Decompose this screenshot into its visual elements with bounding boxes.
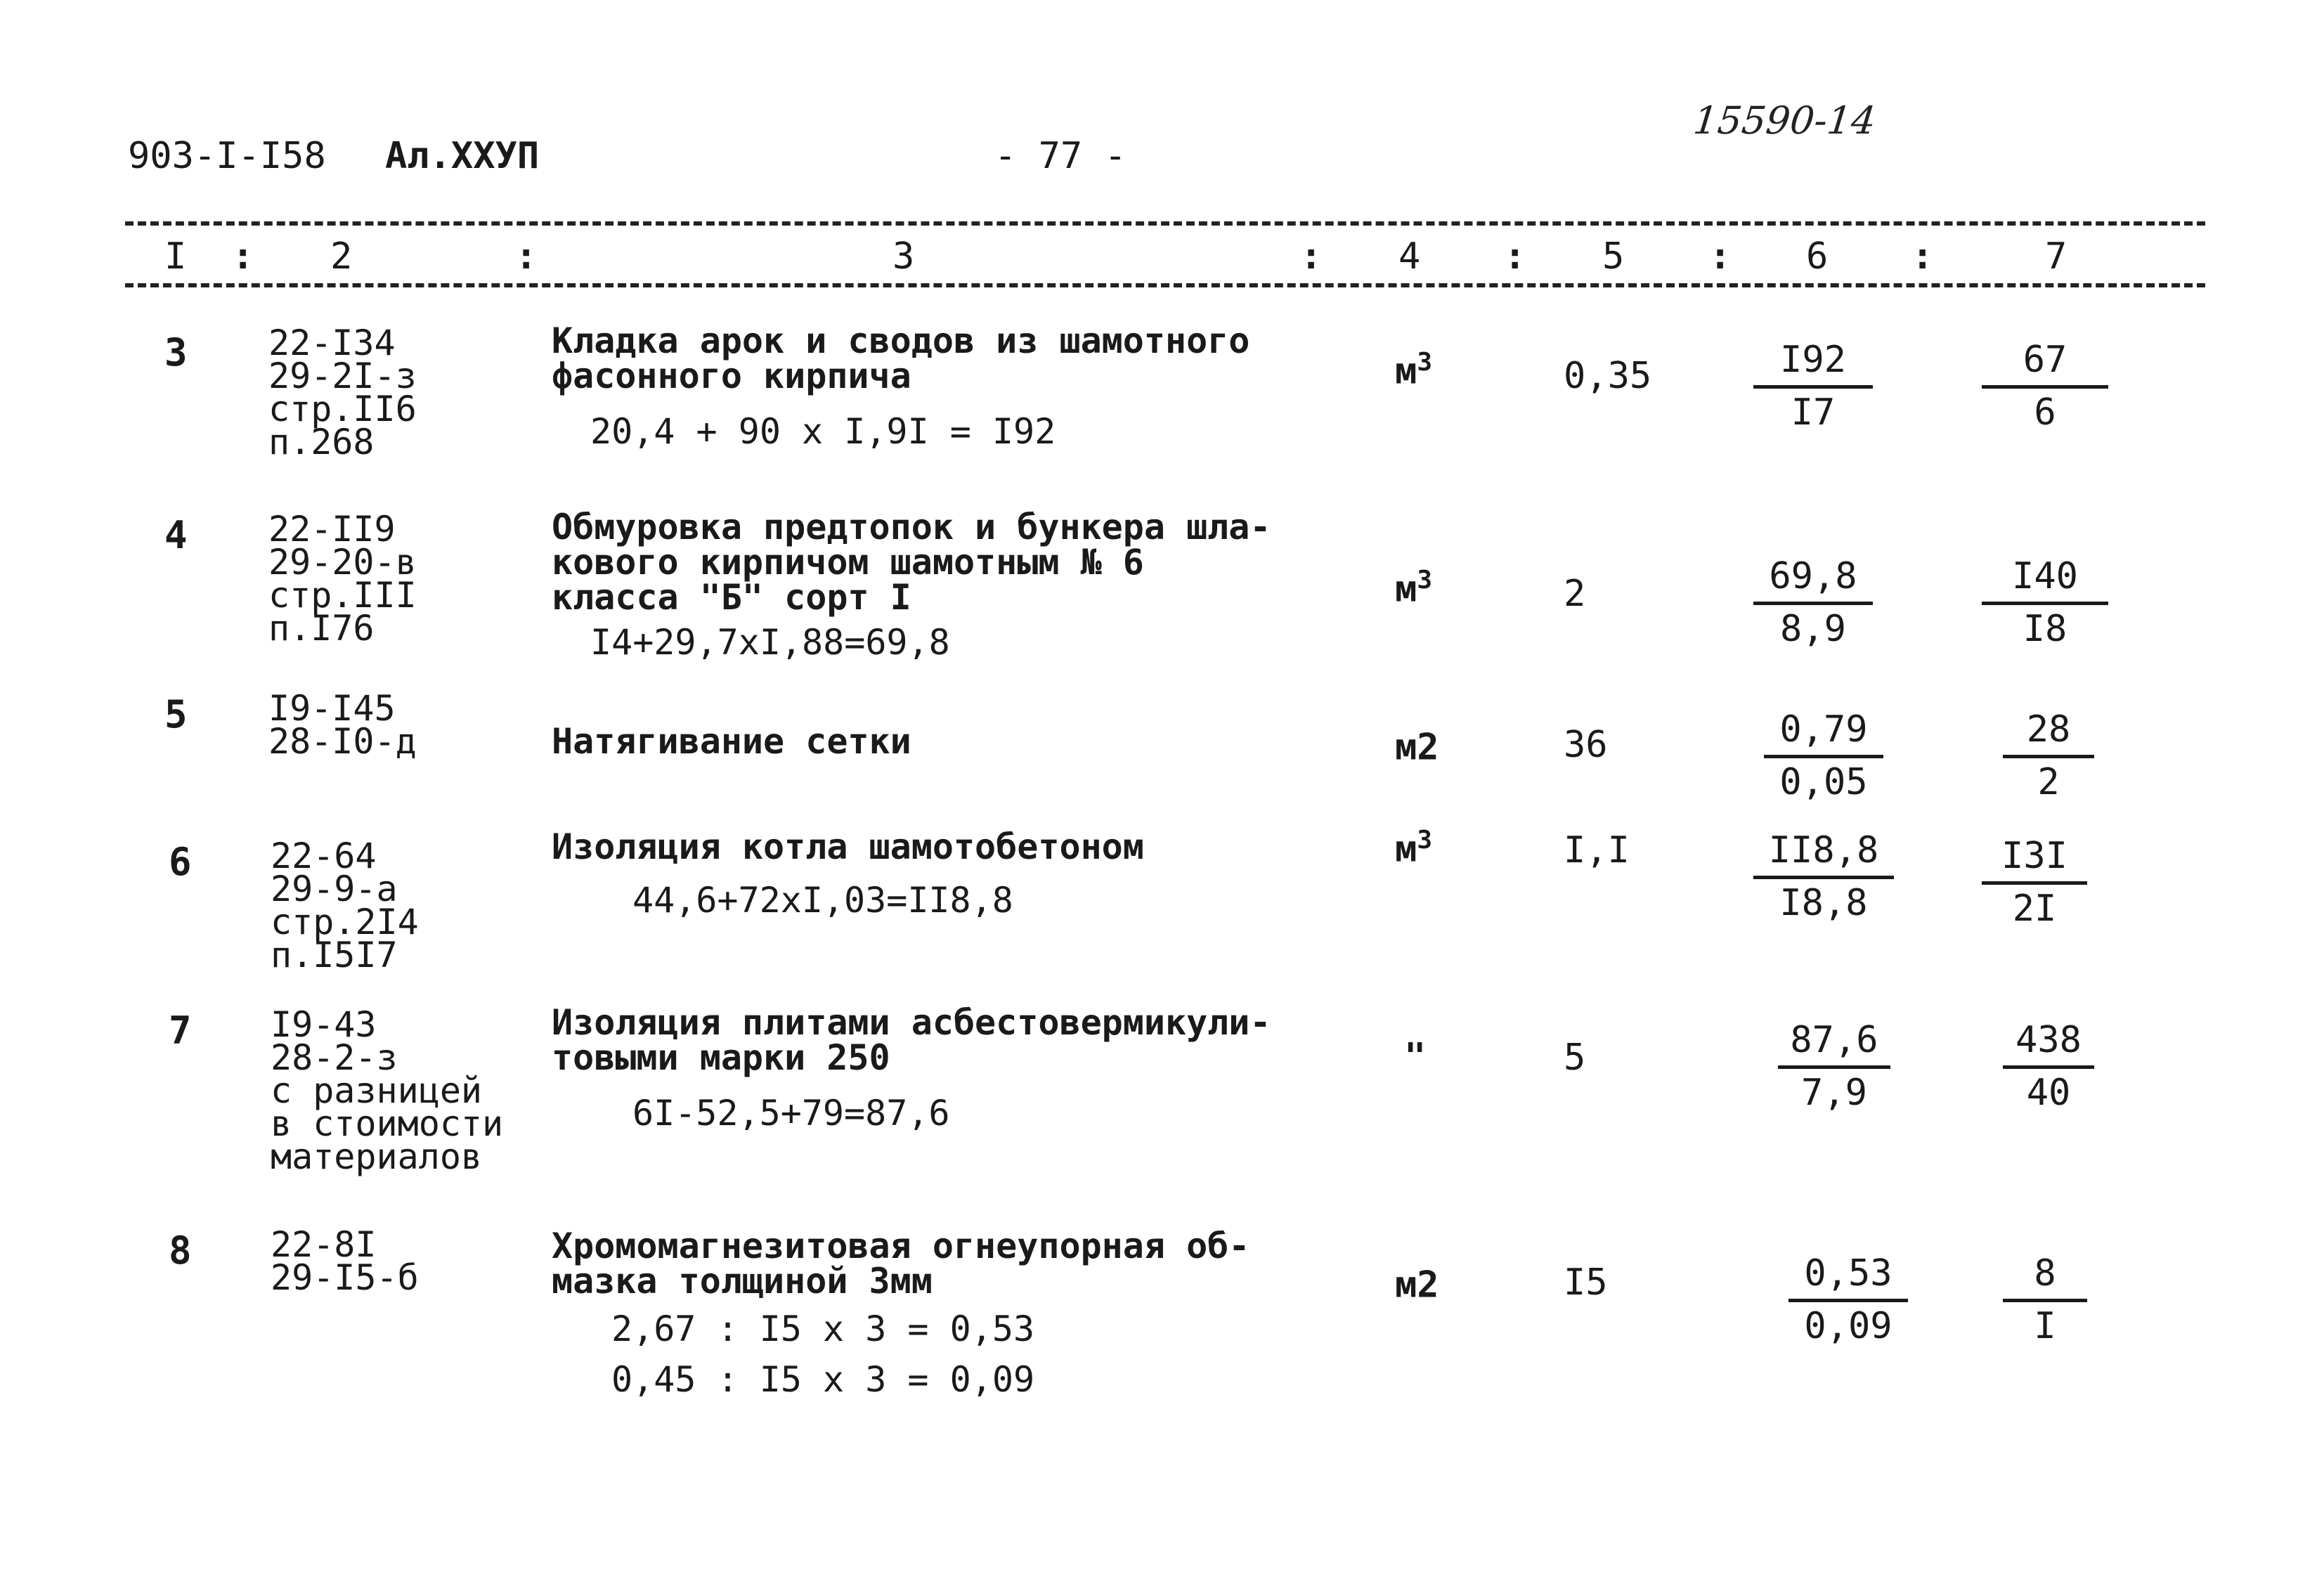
column-header-4: 4 [1398, 235, 1421, 278]
calculation-formula: 20,4 + 90 x I,9I = I92 [590, 411, 1056, 452]
column-separator: : [1504, 235, 1526, 278]
calculation-formula: 2,67 : I5 x 3 = 0,53 0,45 : I5 x 3 = 0,09 [611, 1309, 1035, 1400]
header-top-rule [125, 221, 2205, 226]
norm-code: I9-43 28-2-з с разницей в стоимости материалов [271, 1004, 504, 1177]
column-header-5: 5 [1602, 235, 1625, 278]
total-cost: 67 6 [1982, 339, 2108, 434]
column-separator: : [1911, 235, 1934, 278]
column-separator: : [1709, 235, 1732, 278]
quantity: 36 [1564, 724, 1608, 766]
unit-of-measure: $м^3$ [1395, 566, 1432, 611]
calculation-formula: I4+29,7xI,88=69,8 [590, 622, 950, 663]
norm-code: 22-II9 29-20-в стр.III п.I76 [268, 509, 417, 649]
row-number: 6 [169, 840, 192, 884]
total-cost: I3I 2I [1982, 835, 2087, 930]
unit-cost: 0,53 0,09 [1789, 1252, 1908, 1347]
norm-code: I9-I45 28-I0-д [268, 688, 417, 762]
unit-cost: 87,6 7,9 [1778, 1019, 1890, 1114]
column-header-2: 2 [330, 235, 353, 278]
column-header-1: I [164, 235, 187, 278]
work-description: Изоляция котла шамотобетоном [552, 826, 1144, 867]
work-description: Кладка арок и сводов из шамотного фасонного кирпича [552, 320, 1250, 396]
unit-of-measure: м2 [1395, 1264, 1439, 1306]
column-separator: : [1300, 235, 1323, 278]
total-cost: I40 I8 [1982, 555, 2108, 650]
work-description: Хромомагнезитовая огнеупорная об- мазка толщиной 3мм [552, 1226, 1250, 1302]
column-header-7: 7 [2045, 235, 2067, 278]
norm-code: 22-64 29-9-а стр.2I4 п.I5I7 [271, 836, 419, 975]
total-cost: 8 I [2003, 1252, 2087, 1347]
work-description: Изоляция плитами асбестовермикули- товыми марки 250 [552, 1002, 1271, 1078]
unit-of-measure: $м^3$ [1395, 826, 1432, 871]
quantity: 2 [1564, 573, 1586, 615]
work-description: Натягивание сетки [552, 721, 911, 762]
column-separator: : [232, 235, 254, 278]
quantity: I,I [1564, 829, 1630, 871]
column-separator: : [515, 235, 538, 278]
calculation-formula: 44,6+72xI,03=II8,8 [632, 880, 1013, 921]
handwritten-number: 15590-14 [1691, 98, 1878, 143]
row-number: 5 [164, 692, 188, 736]
quantity: 0,35 [1564, 355, 1652, 397]
row-number: 4 [164, 513, 188, 557]
row-number: 8 [169, 1228, 192, 1273]
row-number: 3 [164, 330, 188, 375]
work-description: Обмуровка предтопок и бункера шла- кового кирпичом шамотным № 6 класса "Б" сорт I [552, 507, 1271, 618]
unit-cost: 0,79 0,05 [1764, 708, 1883, 803]
unit-of-measure: $м^3$ [1395, 348, 1432, 393]
calculation-formula: 6I-52,5+79=87,6 [632, 1093, 950, 1134]
unit-cost: 69,8 8,9 [1753, 555, 1873, 650]
page-number: - 77 - [994, 135, 1127, 177]
row-number: 7 [169, 1008, 192, 1053]
quantity: 5 [1564, 1037, 1586, 1079]
column-header-6: 6 [1806, 235, 1829, 278]
norm-code: 22-I34 29-2I-з стр.II6 п.268 [268, 323, 417, 462]
document-code: 903-I-I58 [128, 135, 326, 177]
unit-cost: I92 I7 [1753, 339, 1873, 434]
unit-of-measure: м2 [1395, 726, 1439, 769]
total-cost: 28 2 [2003, 708, 2094, 803]
quantity: I5 [1564, 1261, 1608, 1304]
unit-of-measure: " [1404, 1035, 1427, 1078]
album-number: Ал.XXУП [385, 135, 540, 177]
header-bottom-rule [125, 283, 2205, 287]
norm-code: 22-8I 29-I5-б [271, 1224, 419, 1298]
unit-cost: II8,8 I8,8 [1753, 829, 1894, 924]
total-cost: 438 40 [2003, 1019, 2094, 1114]
column-header-3: 3 [892, 235, 915, 278]
